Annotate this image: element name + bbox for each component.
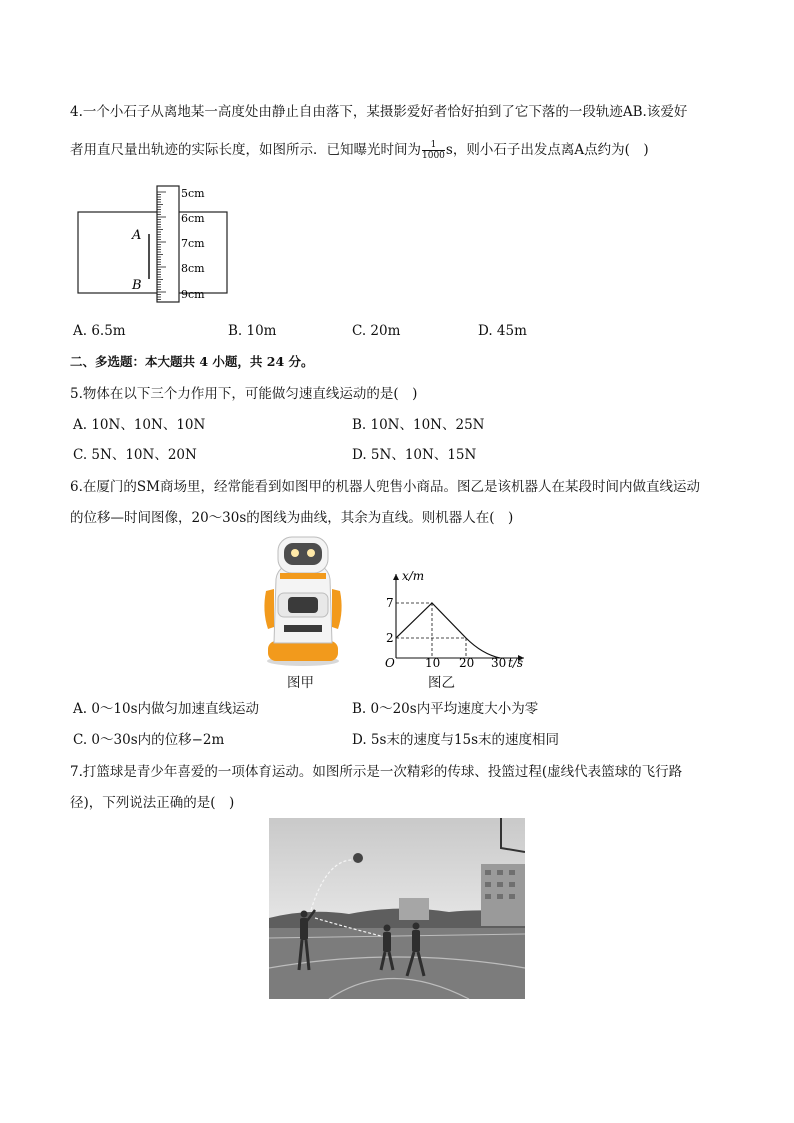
graph-ylabel: x/m: [402, 569, 425, 583]
exposure-fraction: [422, 140, 445, 161]
xt-curve: [396, 603, 500, 658]
fraction-denominator: 1000: [422, 151, 445, 161]
q4-option-b: B. 10m: [228, 323, 277, 339]
section-header-multiple-choice: 二、多选题：本大题共 4 小题，共 24 分。: [70, 354, 314, 369]
caption-figure-b: 图乙: [428, 675, 455, 691]
graph-ytick-2: 2: [386, 631, 394, 645]
q4-stem-line2: [70, 140, 649, 161]
graph-origin: O: [385, 656, 395, 670]
fraction-numerator: 1: [422, 140, 445, 151]
photo-frame: [78, 212, 227, 293]
graph-ytick-7: 7: [386, 596, 394, 610]
ruler-figure: [76, 182, 236, 306]
q4-stem-line2-post: s，则小石子出发点离A点约为( ): [445, 142, 649, 158]
ruler-label-9cm: 9cm: [181, 288, 205, 301]
ruler-label-5cm: 5cm: [181, 187, 205, 200]
q5-option-a: A. 10N、10N、10N: [73, 417, 206, 433]
q6-option-d: D. 5s末的速度与15s末的速度相同: [352, 732, 560, 748]
ruler-label-8cm: 8cm: [181, 262, 205, 275]
basketball-photo: [269, 818, 525, 999]
robot-face: [284, 543, 322, 565]
point-a-label: A: [132, 228, 142, 243]
q4-option-c: C. 20m: [352, 323, 401, 339]
q6-option-c: C. 0～30s内的位移−2m: [73, 732, 225, 748]
q7-stem-line2: 径)，下列说法正确的是( ): [70, 795, 235, 811]
q6-stem-line2: 的位移—时间图像，20～30s的图线为曲线，其余为直线。则机器人在( ): [70, 510, 514, 526]
q5-stem: 5.物体在以下三个力作用下，可能做匀速直线运动的是( ): [70, 386, 418, 402]
xt-graph: [382, 566, 532, 672]
robot-base: [268, 641, 338, 661]
x-axis-arrow: [393, 574, 399, 580]
ruler-label-6cm: 6cm: [181, 212, 205, 225]
q6-stem-line1: 6.在厦门的SM商场里，经常能看到如图甲的机器人兜售小商品。图乙是该机器人在某段时间内做直线运动: [70, 479, 700, 495]
robot-right-arm: [332, 589, 342, 629]
q6-option-a: A. 0～10s内做匀加速直线运动: [73, 701, 260, 717]
q4-stem-line1: 4.一个小石子从离地某一高度处由静止自由落下，某摄影爱好者恰好拍到了它下落的一段轨迹AB.该爱好: [70, 104, 688, 120]
q4-option-a: A. 6.5m: [73, 323, 126, 339]
ruler-label-7cm: 7cm: [181, 237, 205, 250]
q5-option-b: B. 10N、10N、25N: [352, 417, 485, 433]
basketball: [353, 853, 363, 863]
q5-option-d: D. 5N、10N、15N: [352, 447, 477, 463]
robot-image: [262, 533, 344, 667]
graph-xtick-20: 20: [459, 656, 475, 670]
q6-option-b: B. 0～20s内平均速度大小为零: [352, 701, 539, 717]
q4-stem-line2-pre: 者用直尺量出轨迹的实际长度，如图所示．已知曝光时间为: [70, 142, 421, 158]
q5-option-c: C. 5N、10N、20N: [73, 447, 197, 463]
q7-stem-line1: 7.打篮球是青少年喜爱的一项体育运动。如图所示是一次精彩的传球、投篮过程(虚线代表篮球的飞行路: [70, 764, 683, 780]
caption-figure-a: 图甲: [287, 675, 314, 691]
robot-left-arm: [264, 589, 274, 629]
graph-xtick-10: 10: [425, 656, 441, 670]
graph-xlabel: t/s: [508, 656, 524, 670]
point-b-label: B: [132, 278, 142, 293]
graph-xtick-30: 30: [491, 656, 507, 670]
q4-option-d: D. 45m: [478, 323, 527, 339]
robot-screen: [288, 597, 318, 613]
